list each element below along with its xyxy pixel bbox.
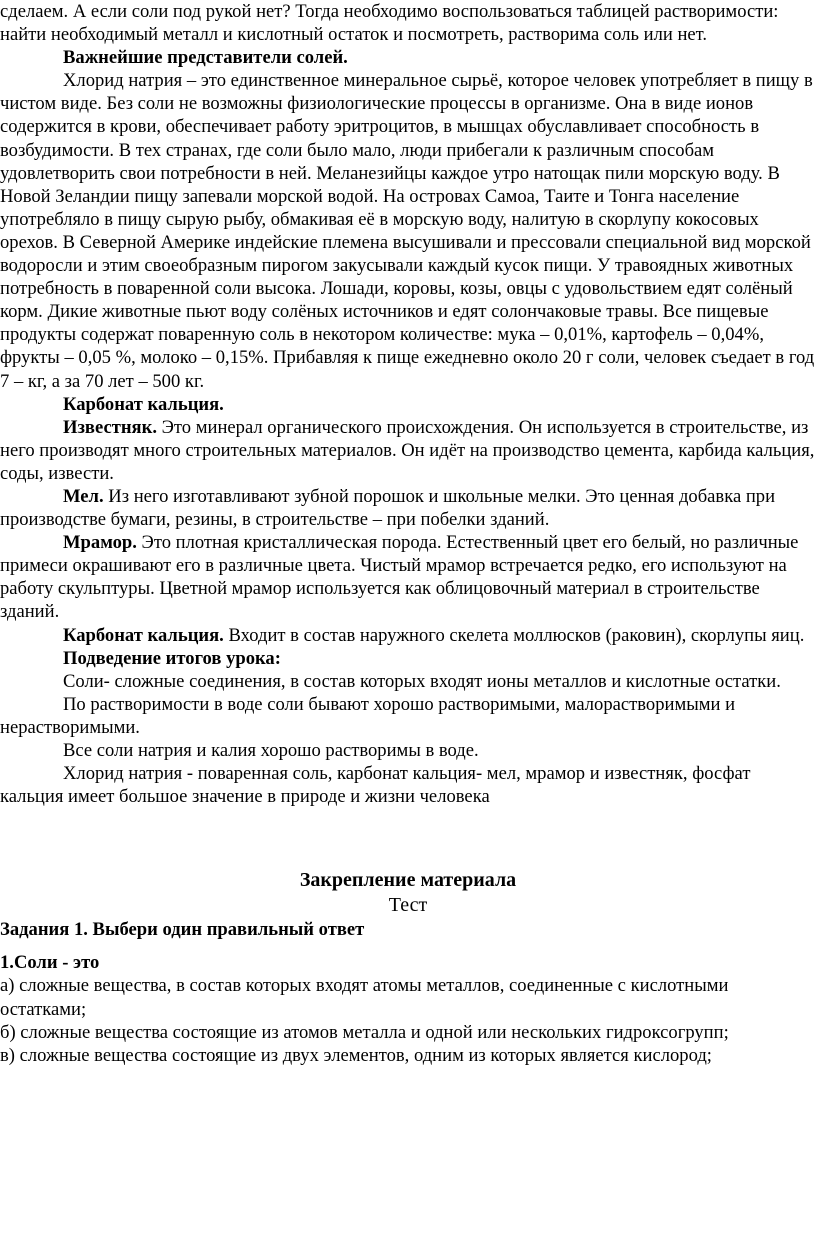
heading-calcium-carbonate: Карбонат кальция. <box>63 393 224 415</box>
paragraph-calcium-carbonate <box>0 624 816 647</box>
answer-option-b: б) сложные вещества состоящие из атомов металла и одной или нескольких гидроксогрупп; <box>0 1021 729 1043</box>
answer-option-c: в) сложные вещества состоящие из двух элементов, одним из которых является кислород; <box>0 1044 712 1066</box>
text-calcium-carbonate: Входит в состав наружного скелета моллюсков (раковин), скорлупы яиц. <box>223 624 805 646</box>
question-title: 1.Соли - это <box>0 952 100 974</box>
term-limestone: Известняк. <box>63 416 157 438</box>
text-chalk: Из него изготавливают зубной порошок и школьные мелки. Это ценная добавка при производстве бумаги, резины, в строительстве – при побелки зданий. <box>0 485 776 531</box>
summary-line-3: Все соли натрия и калия хорошо растворимы в воде. <box>63 740 479 761</box>
paragraph-marble <box>0 531 816 623</box>
term-marble: Мрамор. <box>63 532 137 554</box>
paragraph-sodium-chloride: Хлорид натрия – это единственное минеральное сырьё, которое человек употребляет в пищу в чистом виде. Без соли не возможны физиологические процессы в организме. Она в виде ионов содержится в крови, обеспечивает работу эритроцитов, в мышцах обуславливает способность в возбудимости. В тех странах, где соли было мало, люди прибегали к различным способам удовлетворить свои потребности в ней. Меланезийцы каждое утро натощак пили морскую воду. В Новой Зеландии пищу запевали морской водой. На островах Самоа, Таите и Тонга население употребляло в пищу сырую рыбу, обмакивая её в морскую воду, налитую в скорлупу кокосовых орехов. В Северной Америке индейские племена высушивали и прессовали специальной вид морской водоросли и этим своеобразным пирогом закусывали каждый кусок пищи. У травоядных животных потребность в поваренной соли высока. Лошади, коровы, козы, овцы с удовольствием едят солёный корм. Дикие животные пьют воду солёных источников и едят солончаковые травы. Все пищевые продукты содержат поваренную соль в некотором количестве: мука – 0,01%, картофель – 0,04%, фрукты – 0,05 %, молоко – 0,15%. Прибавляя к пище ежедневно около 20 г соли, человек съедает в год 7 – кг, а за 70 лет – 500 кг. <box>0 70 815 392</box>
heading-summary: Подведение итогов урока: <box>63 647 281 669</box>
spacer <box>0 808 816 868</box>
paragraph-chalk <box>0 485 816 531</box>
summary-line-1: Соли- сложные соединения, в состав которых входят ионы металлов и кислотные остатки. <box>63 670 781 692</box>
section-subtitle: Тест <box>388 894 428 917</box>
summary-line-2: По растворимости в воде соли бывают хорошо растворимыми, малорастворимыми и нерастворимыми. <box>0 693 736 738</box>
term-chalk: Мел. <box>63 485 104 507</box>
task-heading: Задания 1. Выбери один правильный ответ <box>0 919 365 941</box>
heading-main-salts: Важнейшие представители солей. <box>63 47 348 69</box>
term-calcium-carbonate: Карбонат кальция. <box>63 624 224 646</box>
text-limestone: Это минерал органического происхождения. Он используется в строительстве, из него производят много строительных материалов. Он идёт на производство цемента, карбида кальция, соды, извести. <box>0 416 815 484</box>
summary-line-4: Хлорид натрия - поваренная соль, карбонат кальция- мел, мрамор и известняк, фосфат кальция имеет большое значение в природе и жизни человека <box>0 763 751 808</box>
paragraph-limestone <box>0 416 816 485</box>
spacer <box>0 941 816 951</box>
paragraph-intro: сделаем. А если соли под рукой нет? Тогда необходимо воспользоваться таблицей растворимости: найти необходимый металл и кислотный остаток и посмотреть, растворима соль или нет. <box>0 1 779 46</box>
text-marble: Это плотная кристаллическая порода. Естественный цвет его белый, но различные примеси окрашивают его в различные цвета. Чистый мрамор встречается редко, его используют на работу скульптуры. Цветной мрамор используется как облицовочный материал в строительстве зданий. <box>0 532 799 623</box>
answer-option-a: а) сложные вещества, в состав которых входят атомы металлов, соединенные с кислотными остатками; <box>0 975 729 1020</box>
section-title: Закрепление материала <box>299 869 517 892</box>
